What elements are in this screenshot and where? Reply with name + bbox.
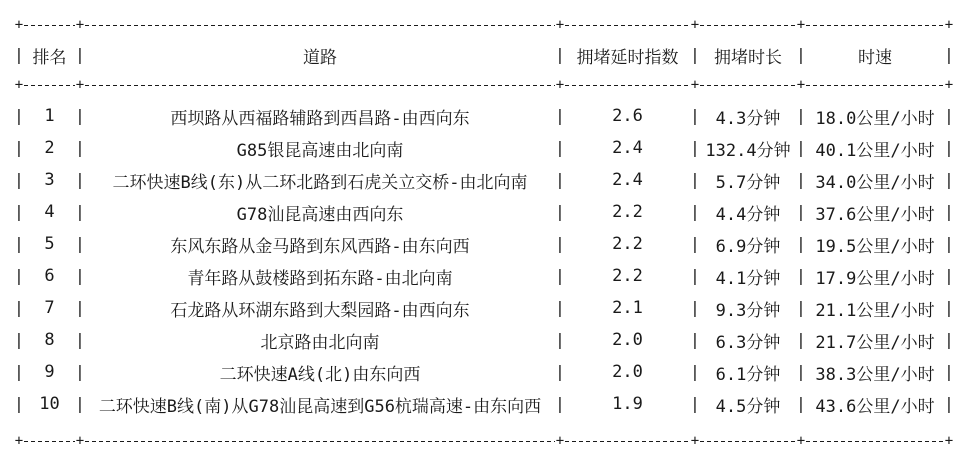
border-junction: +	[796, 433, 806, 449]
table-row	[14, 196, 954, 228]
delay-index-cell: 2.0	[612, 330, 643, 350]
road-cell: 二环快速A线(北)由东向西	[219, 364, 421, 385]
border-dash	[565, 85, 690, 86]
column-divider: |	[75, 202, 85, 221]
border-junction: +	[796, 17, 806, 33]
column-divider: |	[14, 394, 24, 413]
table-row	[14, 324, 954, 356]
rank-cell: 7	[44, 298, 55, 318]
speed-cell: 18.0公里/小时	[815, 108, 935, 129]
delay-index-cell: 2.2	[612, 202, 643, 222]
column-divider: |	[796, 266, 806, 285]
column-divider: |	[555, 138, 565, 157]
column-divider: |	[555, 330, 565, 349]
delay-index-cell: 2.4	[612, 170, 643, 190]
column-divider: |	[14, 45, 24, 64]
column-divider: |	[944, 106, 954, 125]
column-divider: |	[75, 170, 85, 189]
border-junction: +	[555, 77, 565, 93]
border-dash	[700, 85, 796, 86]
border-junction: +	[555, 433, 565, 449]
column-divider: |	[690, 45, 700, 64]
border-dash	[24, 441, 75, 442]
rank-cell: 10	[39, 394, 60, 414]
table-row	[14, 100, 954, 132]
table-header-row	[14, 32, 954, 78]
border-junction: +	[944, 17, 954, 33]
column-divider: |	[75, 298, 85, 317]
column-divider: |	[944, 234, 954, 253]
header-road: 道路	[303, 47, 337, 68]
column-divider: |	[14, 234, 24, 253]
header-rank: 排名	[32, 47, 67, 68]
column-divider: |	[14, 202, 24, 221]
column-divider: |	[14, 266, 24, 285]
road-cell: 石龙路从环湖东路到大梨园路-由西向东	[170, 300, 470, 321]
delay-index-cell: 2.2	[612, 234, 643, 254]
border-dash	[700, 25, 796, 26]
border-dash	[806, 85, 944, 86]
rank-cell: 5	[44, 234, 55, 254]
column-divider: |	[14, 138, 24, 157]
table-top-border	[14, 18, 954, 32]
column-divider: |	[796, 45, 806, 64]
rank-cell: 6	[44, 266, 55, 286]
road-cell: 东风东路从金马路到东风西路-由东向西	[170, 236, 470, 257]
table-body	[14, 92, 954, 420]
column-divider: |	[14, 170, 24, 189]
column-divider: |	[555, 170, 565, 189]
column-divider: |	[555, 362, 565, 381]
column-divider: |	[690, 394, 700, 413]
duration-cell: 132.4分钟	[705, 140, 791, 161]
rank-cell: 4	[44, 202, 55, 222]
header-duration: 拥堵时长	[714, 47, 782, 68]
border-dash	[85, 441, 555, 442]
column-divider: |	[555, 106, 565, 125]
column-divider: |	[14, 106, 24, 125]
border-junction: +	[796, 77, 806, 93]
traffic-congestion-rank-table	[14, 18, 954, 448]
border-dash	[565, 441, 690, 442]
speed-cell: 21.1公里/小时	[815, 300, 935, 321]
border-dash	[806, 441, 944, 442]
delay-index-cell: 2.2	[612, 266, 643, 286]
column-divider: |	[555, 266, 565, 285]
road-cell: G85银昆高速由北向南	[236, 140, 404, 161]
delay-index-cell: 2.0	[612, 362, 643, 382]
border-junction: +	[555, 17, 565, 33]
column-divider: |	[75, 106, 85, 125]
column-divider: |	[690, 106, 700, 125]
rank-cell: 3	[44, 170, 55, 190]
column-divider: |	[14, 362, 24, 381]
delay-index-cell: 2.4	[612, 138, 643, 158]
column-divider: |	[944, 266, 954, 285]
duration-cell: 5.7分钟	[715, 172, 781, 193]
speed-cell: 21.7公里/小时	[815, 332, 935, 353]
table-row	[14, 228, 954, 260]
speed-cell: 34.0公里/小时	[815, 172, 935, 193]
border-junction: +	[944, 77, 954, 93]
border-junction: +	[75, 17, 85, 33]
header-separator-border	[14, 78, 954, 92]
speed-cell: 37.6公里/小时	[815, 204, 935, 225]
column-divider: |	[555, 234, 565, 253]
header-speed: 时速	[858, 47, 892, 68]
border-junction: +	[75, 77, 85, 93]
column-divider: |	[796, 362, 806, 381]
road-cell: 青年路从鼓楼路到拓东路-由北向南	[187, 268, 453, 289]
column-divider: |	[690, 202, 700, 221]
speed-cell: 17.9公里/小时	[815, 268, 935, 289]
column-divider: |	[944, 330, 954, 349]
column-divider: |	[690, 170, 700, 189]
rank-cell: 9	[44, 362, 55, 382]
duration-cell: 4.1分钟	[715, 268, 781, 289]
column-divider: |	[796, 234, 806, 253]
table-row	[14, 132, 954, 164]
rank-cell: 1	[44, 106, 55, 126]
border-junction: +	[944, 433, 954, 449]
column-divider: |	[75, 234, 85, 253]
column-divider: |	[796, 298, 806, 317]
border-junction: +	[690, 77, 700, 93]
column-divider: |	[796, 202, 806, 221]
column-divider: |	[75, 330, 85, 349]
column-divider: |	[944, 138, 954, 157]
column-divider: |	[690, 234, 700, 253]
column-divider: |	[690, 330, 700, 349]
rank-cell: 8	[44, 330, 55, 350]
column-divider: |	[555, 298, 565, 317]
column-divider: |	[690, 362, 700, 381]
speed-cell: 19.5公里/小时	[815, 236, 935, 257]
column-divider: |	[75, 45, 85, 64]
column-divider: |	[796, 106, 806, 125]
road-cell: G78汕昆高速由西向东	[236, 204, 404, 225]
column-divider: |	[75, 394, 85, 413]
column-divider: |	[796, 170, 806, 189]
column-divider: |	[14, 330, 24, 349]
column-divider: |	[944, 45, 954, 64]
column-divider: |	[796, 394, 806, 413]
border-junction: +	[14, 17, 24, 33]
table-row	[14, 260, 954, 292]
column-divider: |	[555, 45, 565, 64]
column-divider: |	[14, 298, 24, 317]
road-cell: 二环快速B线(南)从G78汕昆高速到G56杭瑞高速-由东向西	[98, 396, 542, 417]
border-junction: +	[690, 433, 700, 449]
rank-cell: 2	[44, 138, 55, 158]
duration-cell: 4.5分钟	[715, 396, 781, 417]
delay-index-cell: 1.9	[612, 394, 643, 414]
column-divider: |	[796, 330, 806, 349]
column-divider: |	[944, 202, 954, 221]
column-divider: |	[555, 202, 565, 221]
border-junction: +	[14, 433, 24, 449]
border-junction: +	[690, 17, 700, 33]
border-junction: +	[14, 77, 24, 93]
column-divider: |	[796, 138, 806, 157]
border-dash	[806, 25, 944, 26]
duration-cell: 4.3分钟	[715, 108, 781, 129]
table-bottom-border	[14, 434, 954, 448]
border-dash	[85, 85, 555, 86]
border-dash	[85, 25, 555, 26]
duration-cell: 6.1分钟	[715, 364, 781, 385]
speed-cell: 43.6公里/小时	[815, 396, 935, 417]
table-row	[14, 164, 954, 196]
road-cell: 北京路由北向南	[260, 332, 380, 353]
speed-cell: 38.3公里/小时	[815, 364, 935, 385]
table-row	[14, 388, 954, 420]
column-divider: |	[944, 362, 954, 381]
column-divider: |	[690, 138, 700, 157]
road-cell: 西坝路从西福路辅路到西昌路-由西向东	[170, 108, 470, 129]
duration-cell: 6.9分钟	[715, 236, 781, 257]
border-dash	[565, 25, 690, 26]
header-delay-index: 拥堵延时指数	[576, 47, 679, 68]
duration-cell: 6.3分钟	[715, 332, 781, 353]
delay-index-cell: 2.1	[612, 298, 643, 318]
road-cell: 二环快速B线(东)从二环北路到石虎关立交桥-由北向南	[112, 172, 528, 193]
border-junction: +	[75, 433, 85, 449]
table-row	[14, 356, 954, 388]
column-divider: |	[944, 170, 954, 189]
column-divider: |	[75, 138, 85, 157]
border-dash	[24, 25, 75, 26]
duration-cell: 4.4分钟	[715, 204, 781, 225]
table-row	[14, 292, 954, 324]
column-divider: |	[944, 394, 954, 413]
column-divider: |	[75, 266, 85, 285]
duration-cell: 9.3分钟	[715, 300, 781, 321]
column-divider: |	[690, 266, 700, 285]
column-divider: |	[944, 298, 954, 317]
column-divider: |	[690, 298, 700, 317]
speed-cell: 40.1公里/小时	[815, 140, 935, 161]
delay-index-cell: 2.6	[612, 106, 643, 126]
border-dash	[700, 441, 796, 442]
column-divider: |	[75, 362, 85, 381]
border-dash	[24, 85, 75, 86]
column-divider: |	[555, 394, 565, 413]
